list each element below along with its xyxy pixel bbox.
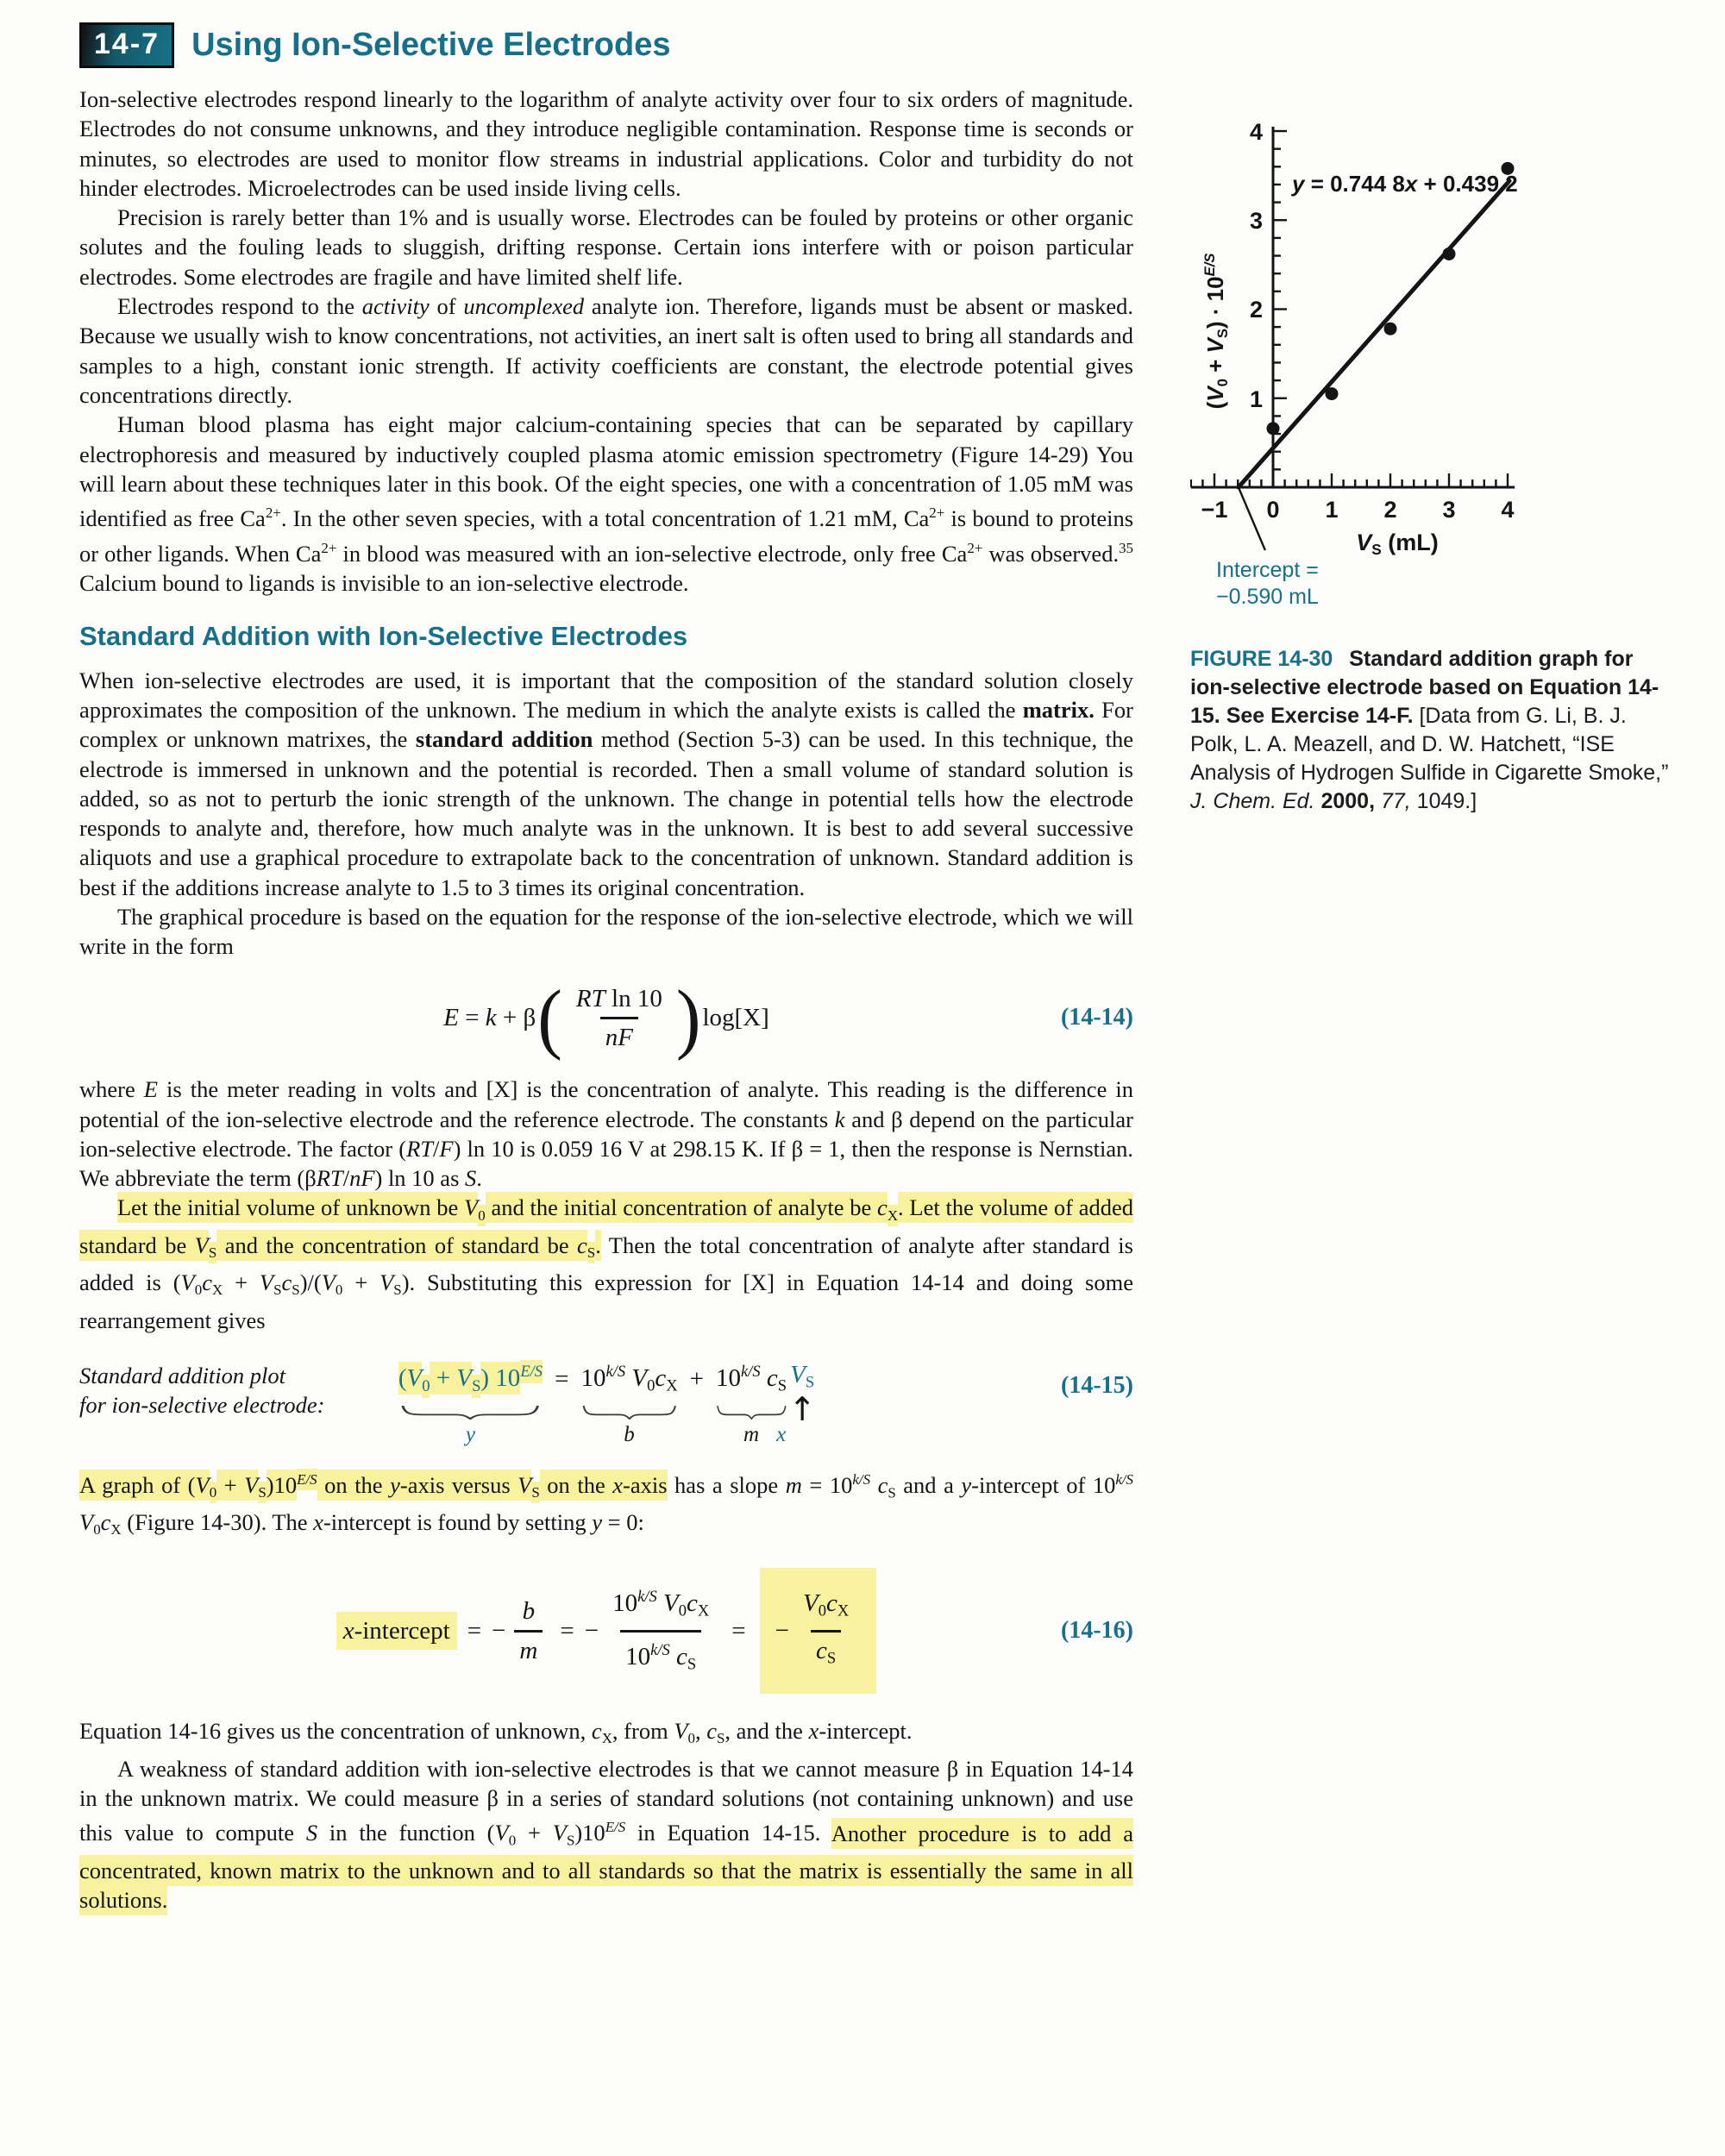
equals-sign: = <box>560 1616 574 1645</box>
label-b: b <box>624 1422 635 1446</box>
eq15-y-group: (V0 + VS) $10^{E/S}$ y <box>397 1357 544 1401</box>
equation-number: (14-16) <box>1061 1616 1133 1644</box>
eq14-denominator: nF <box>600 1017 638 1052</box>
x-tick-label: 4 <box>1501 497 1515 523</box>
main-text-column <box>79 85 1133 1915</box>
x-tick-label: 3 <box>1442 497 1456 523</box>
y-tick-label: 1 <box>1249 386 1263 412</box>
eq15-m-group: $10^{k/S}$ cS m <box>716 1362 787 1446</box>
paragraph-intro: Ion-selective electrodes respond linearly to the logarithm of analyte activity over four to six orders of magnitude. Electrodes do not consume unknowns, and they introduce negligible contamination. Response time is seconds or minutes, so electrodes are used to monitor flow streams in industrial applications. Color and turbidity do not hinder electrodes. Microelectrodes can be used inside living cells. <box>79 86 1133 201</box>
plus-sign: + <box>689 1365 704 1394</box>
equation-14-15 <box>79 1357 1133 1457</box>
x-intercept-label: x-intercept <box>336 1612 457 1650</box>
eq16-fraction-full: $\frac{10^{k/S} V0cX}{10^{k/S} cS}$ <box>607 1583 714 1680</box>
minus-sign: − <box>584 1616 599 1645</box>
label-m: m <box>743 1422 760 1446</box>
eq14-lhs: E = k + β <box>443 1004 536 1032</box>
minus-sign: − <box>775 1616 789 1645</box>
equals-sign: = <box>555 1365 569 1394</box>
paragraph-graphical-procedure: The graphical procedure is based on the equation for the response of the ion-selective electrode, which we will write in the form <box>79 904 1133 960</box>
eq15-side-label: Standard addition plot for ion-selective electrode: <box>79 1362 325 1418</box>
figure-14-30 <box>1190 69 1690 816</box>
label-y: y <box>465 1422 475 1446</box>
eq15-b-group: $10^{k/S}$ V0cX b <box>580 1362 678 1446</box>
paragraph-a-graph-of: A graph of $(V0 + VS)10^{E/S}$ on the y-axis versus VS on the x-axis has a slope $m = 10^{k/S}$ cS and a y-intercept of $10^{k/S}$ V0cX (Figure 14-30). The x-intercept is found by setting y = 0: <box>79 1465 1133 1545</box>
x-tick-label: 0 <box>1266 497 1280 523</box>
equation-14-16 <box>79 1568 1133 1695</box>
section-title: Using Ion-Selective Electrodes <box>191 27 671 63</box>
up-arrow-icon: ↑ <box>788 1390 817 1429</box>
label-x: x <box>776 1423 787 1447</box>
intercept-annotation: Intercept = −0.590 mL <box>1216 558 1319 609</box>
standard-addition-chart <box>1190 69 1690 621</box>
eq16-fraction-bm: $\frac{b}{m}$ <box>514 1596 543 1665</box>
minus-sign: − <box>492 1616 506 1645</box>
x-axis-label: VS (mL) <box>1356 530 1439 559</box>
paragraph-where-E: where E is the meter reading in volts and [X] is the concentration of analyte. This reading is the difference in potential of the ion-selective electrode and the reference electrode. The constants k and β depend on the particular ion-selective electrode. The factor (RT/F) ln 10 is 0.059 16 V at 298.15 K. If β = 1, then the response is Nernstian. We abbreviate the term (βRT/nF) ln 10 as S. <box>79 1076 1133 1192</box>
y-tick-label: 4 <box>1249 119 1263 145</box>
section-header <box>79 22 670 68</box>
fit-equation-label: y = 0.744 8x + 0.439 2 <box>1292 171 1518 197</box>
equation-number: (14-14) <box>1061 1004 1133 1031</box>
x-tick-label: 2 <box>1383 497 1397 523</box>
y-tick-label: 2 <box>1249 297 1263 323</box>
x-tick-label: 1 <box>1325 497 1339 523</box>
section-number-badge: 14-7 <box>79 22 174 68</box>
underbrace-icon <box>399 1406 541 1420</box>
underbrace-icon <box>716 1406 787 1420</box>
equals-sign: = <box>467 1616 482 1645</box>
eq14-fraction <box>571 984 668 1053</box>
paragraph-precision: Precision is rarely better than 1% and is usually worse. Electrodes can be fouled by proteins or other organic solutes and the fouling leads to sluggish, drifting response. Certain ions interfere with or poison particular electrodes. Some electrodes are fragile and have limited shelf life. <box>79 204 1133 290</box>
eq14-numerator: RT ln 10 <box>575 984 662 1012</box>
paragraph-weakness: A weakness of standard addition with ion-selective electrodes is that we cannot measure β in Equation 14-14 in the unknown matrix. We could measure β in a series of standard solutions (not containing unknown) and use this value to compute S in the function $(V0 + VS)10^{E/S}$ in Equation 14-15. Another procedure is to add a concentrated, known matrix to the unknown and to all standards so that the matrix is essentially the same in all solutions. <box>79 1754 1133 1915</box>
equation-number: (14-15) <box>1061 1371 1133 1399</box>
eq16-result-highlight <box>760 1568 877 1695</box>
figure-caption: FIGURE 14-30 Standard addition graph for ion-selective electrode based on Equation 14-15. See Exercise 14-F. [Data from G. Li, B. J. Polk, L. A. Meazell, and D. W. Hatchett, “ISE Analysis of Hydrogen Sulfide in Cigarette Smoke,” J. Chem. Ed. 2000, 77, 1049.] <box>1190 647 1669 813</box>
underbrace-icon <box>581 1406 678 1420</box>
paragraph-let-initial-volume: Let the initial volume of unknown be V0 and the initial concentration of analyte be cX. Let the volume of added standard be VS and the concentration of standard be cS. Then the total concentration of analyte after standard is added is (V0cX + VScS)/(V0 + VS). Substituting this expression for [X] in Equation 14-14 and doing some rearrangement gives <box>79 1193 1133 1334</box>
eq16-fraction-result: $\frac{V0cX}{cS}$ <box>798 1589 854 1674</box>
y-tick-label: 3 <box>1249 208 1263 234</box>
y-axis-label: $(V0 + VS) \cdot 10^{E/S}$ <box>1201 253 1231 410</box>
paragraph-blood-plasma: Human blood plasma has eight major calcium-containing species that can be separated by capillary electrophoresis and measured by inductively coupled plasma atomic emission spectrometry (Figure 14-29) You will learn about these techniques later in this book. Of the eight species, one with a concentration of 1.05 mM was identified as free $Ca^{2+}$. In the other seven species, with a total concentration of 1.21 mM, $Ca^{2+}$ is bound to proteins or other ligands. When $Ca^{2+}$ in blood was measured with an ion-selective electrode, only free $Ca^{2+}$ was observed.$^{35}$ Calcium bound to ligands is invisible to an ion-selective electrode. <box>79 411 1134 597</box>
paragraph-equation-gives: Equation 14-16 gives us the concentration of unknown, cX, from V0, cS, and the x-intercept. <box>79 1718 913 1747</box>
equation-14-14: E = k + β ( $\frac{\text{RT ln 10}}{nF}$ ) log[X] (14-14) <box>443 974 1133 1062</box>
paragraph-matrix: When ion-selective electrodes are used, it is important that the composition of the standard solution closely approximates the composition of the unknown. The medium in which the analyte exists is called the matrix. For complex or unknown matrixes, the standard addition method (Section 5-3) can be used. In this technique, the electrode is immersed in unknown and the potential is recorded. Then a small volume of standard solution is added, so as not to perturb the ionic strength of the unknown. The change in potential tells how the electrode responds to analyte and, therefore, how much analyte was in the unknown. It is best to add several successive aliquots and use a graphical procedure to extrapolate back to the concentration of unknown. Standard addition is best if the additions increase analyte to 1.5 to 3 times its original concentration. <box>79 667 1133 900</box>
subsection-heading: Standard Addition with Ion-Selective Electrodes <box>79 621 688 652</box>
eq15-x-group: VS ↑ x <box>788 1360 816 1398</box>
paragraph-activity: Electrodes respond to the activity of uncomplexed analyte ion. Therefore, ligands must be absent or masked. Because we usually wish to know concentrations, not activities, an inert salt is often used to bring all standards and samples to a high, constant ionic strength. If activity coefficients are constant, the electrode potential gives concentrations directly. <box>79 293 1133 408</box>
equals-sign: = <box>731 1616 746 1645</box>
eq14-tail: log[X] <box>702 1004 769 1032</box>
x-tick-label: −1 <box>1201 497 1228 523</box>
